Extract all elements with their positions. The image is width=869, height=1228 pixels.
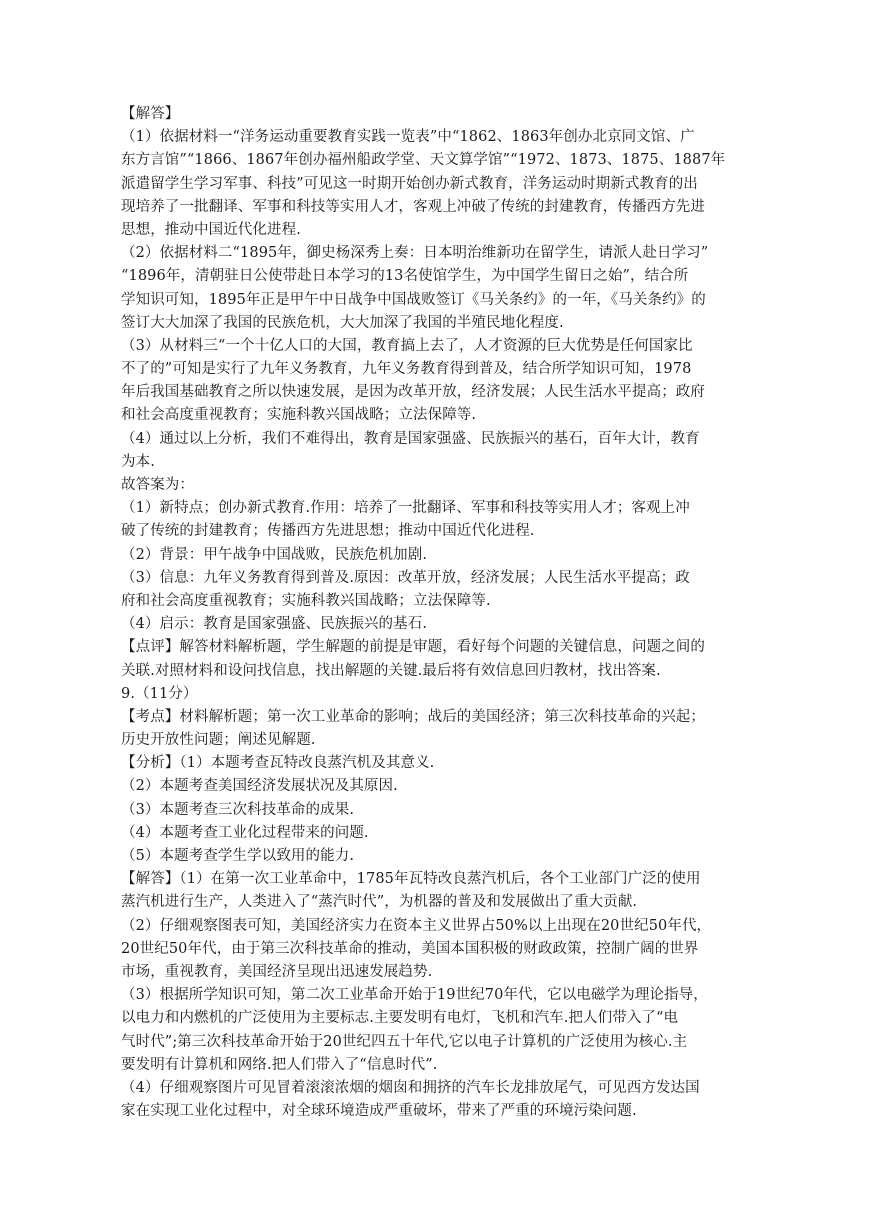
text-line: “1896年，清朝驻日公使带赴日本学习的13名使馆学生，为中国学生留日之始”，结合所 — [121, 268, 689, 285]
text-line: （3）从材料三“一个十亿人口的大国，教育搞上去了，人才资源的巨大优势是任何国家比 — [121, 337, 693, 354]
text-line: 学知识可知，1895年正是甲午中日战争中国战败签订《马关条约》的一年，《马关条约》的 — [121, 291, 706, 308]
document-page — [121, 103, 749, 1123]
text-line: 【解答】（1）在第一次工业革命中，1785年瓦特改良蒸汽机后，各个工业部门广泛的使用 — [121, 871, 701, 888]
text-line: （4）本题考查工业化过程带来的问题. — [121, 824, 369, 841]
text-line: 签订大大加深了我国的民族危机，大大加深了我国的半殖民地化程度. — [121, 314, 564, 331]
text-line: 关联.对照材料和设问找信息，找出解题的关键.最后将有效信息回归教材，找出答案. — [121, 662, 661, 679]
text-line: （2）背景：甲午战争中国战败，民族危机加剧. — [121, 546, 428, 563]
text-line: 东方言馆”“1866、1867年创办福州船政学堂、天文算学馆”“1972、1873、1875、1887年 — [121, 152, 726, 169]
text-line: （1）依据材料一“洋务运动重要教育实践一览表”中“1862、1863年创办北京同文馆、广 — [121, 129, 695, 146]
text-line: 20世纪50年代，由于第三次科技革命的推动，美国本国积极的财政政策，控制广阔的世界 — [121, 940, 699, 957]
text-line: （3）信息：九年义务教育得到普及.原因：改革开放，经济发展；人民生活水平提高；政 — [121, 569, 690, 586]
text-line: （2）仔细观察图表可知，美国经济实力在资本主义世界占50%以上出现在20世纪50年代， — [121, 917, 712, 934]
text-line: （1）新特点；创办新式教育.作用：培养了一批翻译、军事和科技等实用人才；客观上冲 — [121, 500, 690, 517]
text-line: 市场，重视教育，美国经济呈现出迅速发展趋势. — [121, 963, 433, 980]
text-line: 年后我国基础教育之所以快速发展，是因为改革开放，经济发展；人民生活水平提高；政府 — [121, 384, 705, 401]
text-line: 派遣留学生学习军事、科技”可见这一时期开始创办新式教育，洋务运动时期新式教育的出 — [121, 175, 698, 192]
text-line: （5）本题考查学生学以致用的能力. — [121, 848, 355, 864]
text-line: 家在实现工业化过程中，对全球环境造成严重破坏，带来了严重的环境污染问题. — [121, 1103, 637, 1120]
text-line: 府和社会高度重视教育；实施科教兴国战略；立法保障等. — [121, 592, 491, 609]
text-line: 9.（11分） — [121, 685, 198, 702]
text-line: （3）本题考查三次科技革命的成果. — [121, 801, 355, 818]
text-line: （2）本题考查美国经济发展状况及其原因. — [121, 778, 398, 795]
text-line: 故答案为： — [121, 477, 194, 493]
text-line: 要发明有计算机和网络.把人们带入了“信息时代”. — [121, 1056, 438, 1073]
text-line: （2）依据材料二“1895年，御史杨深秀上奏：日本明治维新功在留学生，请派人赴日学习” — [121, 245, 709, 262]
text-line: 【考点】材料解析题；第一次工业革命的影响；战后的美国经济；第三次科技革命的兴起； — [121, 708, 705, 725]
text-line: 为本. — [121, 453, 155, 470]
text-line: 破了传统的封建教育；传播西方先进思想；推动中国近代化进程. — [121, 523, 535, 540]
text-line: （4）仔细观察图片可见冒着滚滚浓烟的烟囱和拥挤的汽车长龙排放尾气，可见西方发达国 — [121, 1079, 700, 1096]
text-line: 历史开放性问题；阐述见解题. — [121, 732, 316, 749]
text-line: 和社会高度重视教育；实施科教兴国战略；立法保障等. — [121, 407, 477, 424]
text-line: （4）通过以上分析，我们不难得出，教育是国家强盛、民族振兴的基石，百年大计，教育 — [121, 430, 700, 447]
text-line: 蒸汽机进行生产，人类进入了“蒸汽时代”，为机器的普及和发展做出了重大贡献. — [121, 894, 638, 911]
text-line: 气时代”;第三次科技革命开始于20世纪四五十年代,它以电子计算机的广泛使用为核心.主 — [121, 1033, 688, 1050]
text-line: 【解答】 — [121, 106, 180, 122]
text-line: 思想，推动中国近代化进程. — [121, 221, 301, 238]
text-line: 【分析】（1）本题考查瓦特改良蒸汽机及其意义. — [121, 755, 435, 772]
text-line: 【点评】解答材料解析题，学生解题的前提是审题，看好每个问题的关键信息，问题之间的 — [121, 639, 705, 656]
text-line: 不了的”可知是实行了九年义务教育，九年义务教育得到普及，结合所学知识可知，1978 — [121, 361, 692, 378]
text-line: 现培养了一批翻译、军事和科技等实用人才，客观上冲破了传统的封建教育，传播西方先进 — [121, 198, 705, 215]
text-line: （3）根据所学知识可知，第二次工业革命开始于19世纪70年代，它以电磁学为理论指导， — [121, 987, 708, 1004]
text-line: （4）启示：教育是国家强盛、民族振兴的基石. — [121, 616, 428, 633]
text-line: 以电力和内燃机的广泛使用为主要标志.主要发明有电灯，飞机和汽车.把人们带入了“电 — [121, 1010, 679, 1027]
